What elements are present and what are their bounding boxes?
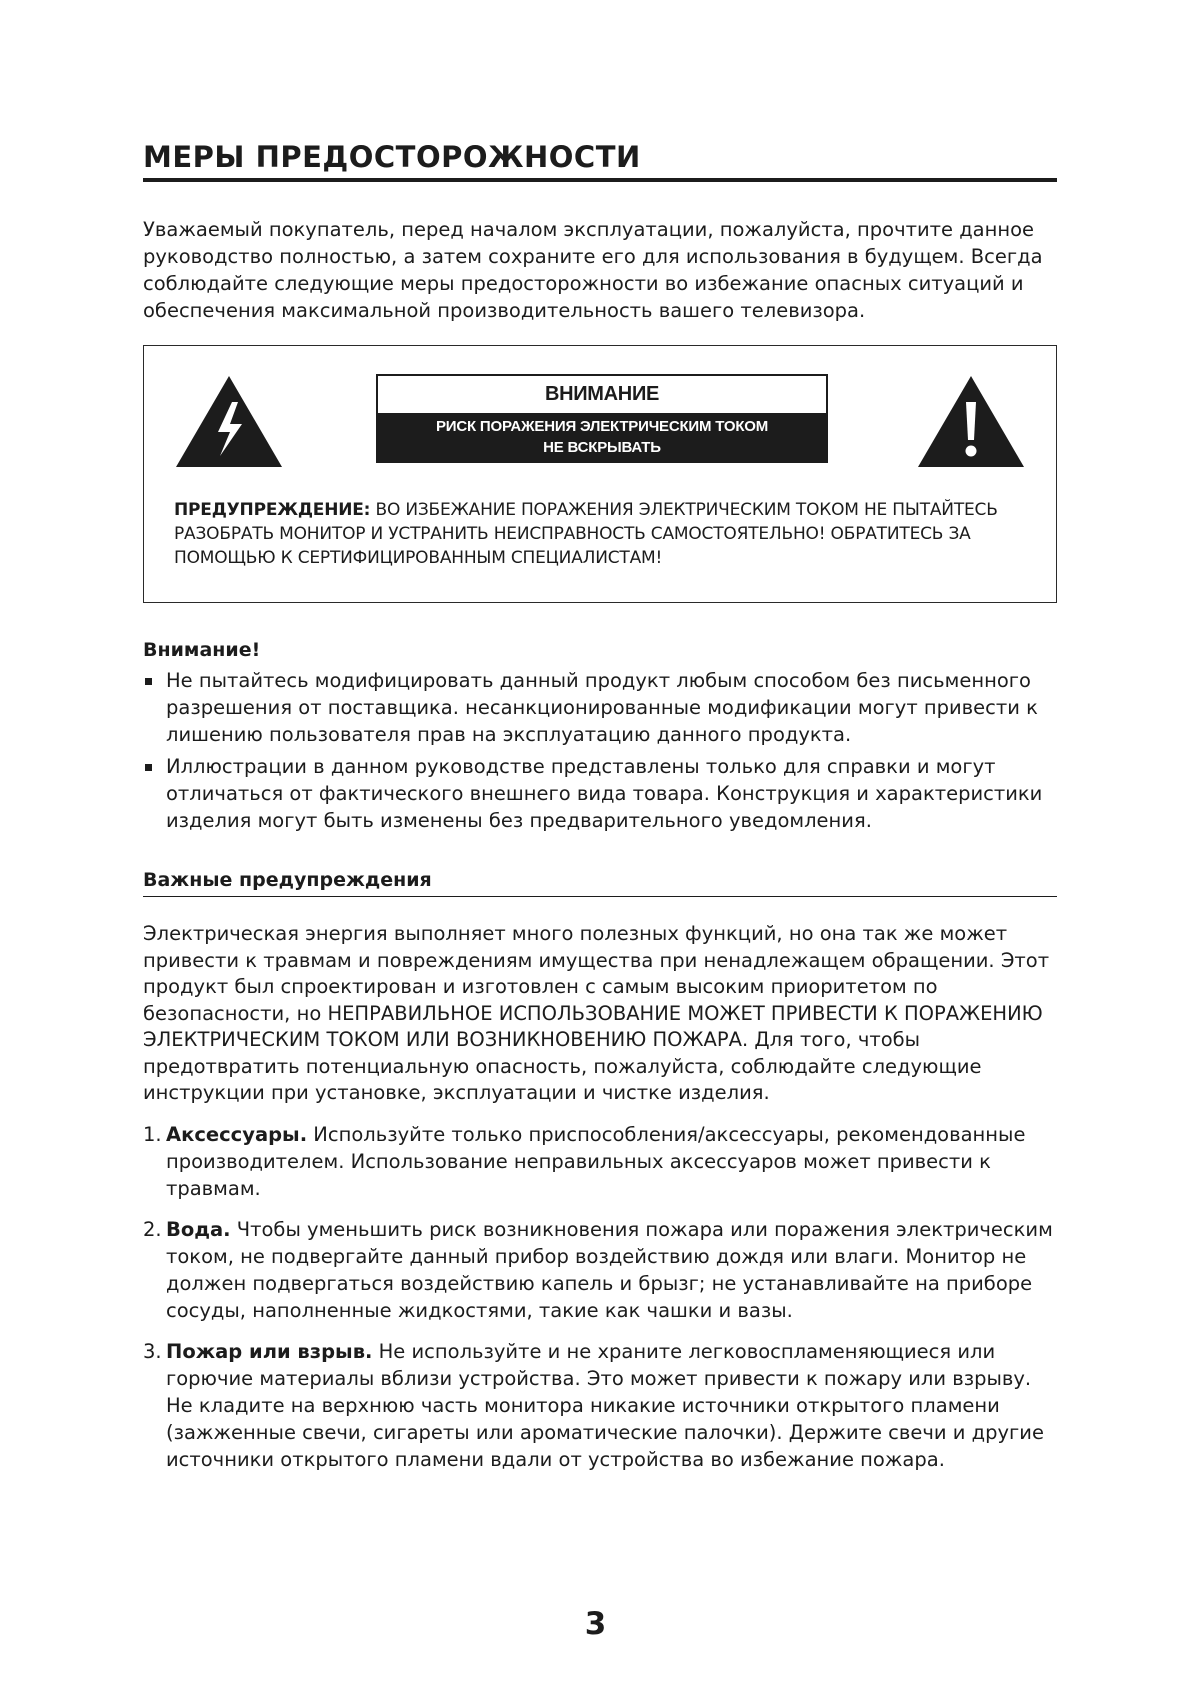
list-item	[143, 1338, 1057, 1473]
page-content	[143, 140, 1057, 1487]
item-text: Используйте только приспособления/аксессуары, рекомендованные производителем. Использование неправильных аксессуаров может привести к травмам.	[166, 1122, 1026, 1200]
page-title: МЕРЫ ПРЕДОСТОРОЖНОСТИ	[143, 140, 1057, 182]
intro-paragraph: Уважаемый покупатель, перед началом эксплуатации, пожалуйста, прочтите данное руководство полностью, а затем сохраните его для использования в будущем. Всегда соблюдайте следующие меры предосторожности во избежание опасных ситуаций и обеспечения максимальной производительность вашего телевизора.	[143, 218, 1043, 322]
item-number: 1.	[143, 1122, 162, 1146]
attention-list	[143, 667, 1057, 834]
caution-label	[376, 374, 828, 463]
warning-box	[143, 345, 1057, 603]
item-text: Не используйте и не храните легковоспламеняющиеся или горючие материалы вблизи устройства. Это может привести к пожару или взрыву. Не кладите на верхнюю часть монитора никакие источники открытого пламени (зажженные свечи, сигареты или ароматические палочки). Держите свечи и другие источники открытого пламени вдали от устройства во избежание пожара.	[166, 1339, 1044, 1471]
list-item-text: Не пытайтесь модифицировать данный продукт любым способом без письменного разрешения от поставщика. несанкционированные модификации могут привести к лишению пользователя прав на эксплуатацию данного продукта.	[166, 669, 1038, 746]
caution-subtitle	[378, 413, 826, 461]
page-number: 3	[584, 1606, 607, 1642]
list-item-text: Иллюстрации в данном руководстве представлены только для справки и могут отличаться от фактического внешнего вида товара. Конструкция и характеристики изделия могут быть изменены без предварительного уведомления.	[166, 755, 1043, 832]
list-item	[143, 1216, 1057, 1324]
exclamation-warning-icon	[916, 374, 1026, 469]
item-title: Вода.	[166, 1217, 231, 1241]
caution-line-2: НЕ ВСКРЫВАТЬ	[543, 439, 661, 456]
item-title: Аксессуары.	[166, 1122, 308, 1146]
list-item	[143, 667, 1057, 748]
caution-line-1: РИСК ПОРАЖЕНИЯ ЭЛЕКТРИЧЕСКИМ ТОКОМ	[435, 418, 769, 435]
bullet-square-icon	[145, 764, 152, 771]
warning-text	[174, 498, 1034, 570]
item-number: 2.	[143, 1217, 162, 1241]
item-number: 3.	[143, 1339, 162, 1363]
electric-shock-warning-icon	[174, 374, 284, 469]
important-heading: Важные предупреждения	[143, 869, 1057, 897]
warning-body: ВО ИЗБЕЖАНИЕ ПОРАЖЕНИЯ ЭЛЕКТРИЧЕСКИМ ТОКОМ НЕ ПЫТАЙТЕСЬ РАЗОБРАТЬ МОНИТОР И УСТРАНИТЬ НЕИСПРАВНОСТЬ САМОСТОЯТЕЛЬНО! ОБРАТИТЕСЬ ЗА ПОМОЩЬЮ К СЕРТИФИЦИРОВАННЫМ СПЕЦИАЛИСТАМ!	[174, 500, 998, 568]
caution-title: ВНИМАНИЕ	[544, 383, 660, 405]
list-item	[143, 753, 1057, 834]
warning-label: ПРЕДУПРЕЖДЕНИЕ:	[174, 500, 371, 520]
item-text: Чтобы уменьшить риск возникновения пожара или поражения электрическим током, не подвергайте данный прибор воздействию дождя или влаги. Монитор не должен подвергаться воздействию капель и брызг; не устанавливайте на приборе сосуды, наполненные жидкостями, такие как чашки и вазы.	[166, 1217, 1053, 1322]
attention-heading: Внимание!	[143, 639, 261, 661]
item-title: Пожар или взрыв.	[166, 1339, 373, 1363]
list-item	[143, 1121, 1057, 1202]
important-list	[143, 1121, 1057, 1473]
important-paragraph: Электрическая энергия выполняет много полезных функций, но она так же может привести к травмам и повреждениям имущества при ненадлежащем обращении. Этот продукт был спроектирован и изготовлен с самым высоким приоритетом по безопасности, но НЕПРАВИЛЬНОЕ ИСПОЛЬЗОВАНИЕ МОЖЕТ ПРИВЕСТИ К ПОРАЖЕНИЮ ЭЛЕКТРИЧЕСКИМ ТОКОМ ИЛИ ВОЗНИКНОВЕНИЮ ПОЖАРА. Для того, чтобы предотвратить потенциальную опасность, пожалуйста, соблюдайте следующие инструкции при установке, эксплуатации и чистке изделия.	[143, 922, 1050, 1104]
bullet-square-icon	[145, 678, 152, 685]
